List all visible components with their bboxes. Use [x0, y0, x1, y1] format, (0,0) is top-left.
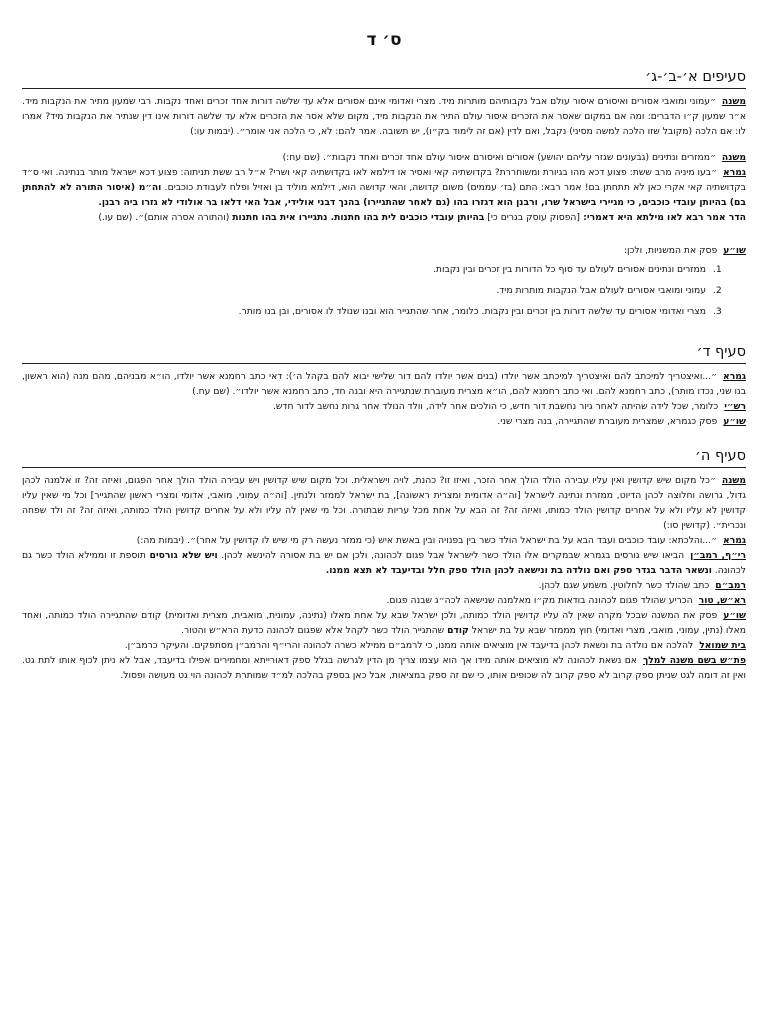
ruling-list-item: 1. ממזרים ונתינים אסורים לעולם עד סוף כל הדורות בין זכרים ובין נקבות.	[22, 262, 710, 277]
section	[22, 325, 746, 429]
source-paragraph	[22, 94, 746, 139]
section-rule	[22, 88, 746, 89]
source-text: (והתורה אסרה אותם)״. (שם עו.)	[98, 212, 233, 223]
source-label: רש״י	[724, 401, 746, 412]
section	[22, 429, 746, 683]
document-content	[22, 68, 746, 683]
source-paragraph	[22, 369, 746, 399]
section-spacer	[22, 429, 746, 447]
source-text: כלומר, שכל לידה שהיתה לאחר גיור נחשבת דור חדש, כי הולכים אחר לידה, וולד הנולד אחר גרות נחשב לדור חדש.	[273, 401, 719, 412]
source-text: ״בעו מיניה מרב ששת: פצוע דכא מהו בגיורת ומשוחררת? בקדושתיה קאי ואסיר או דילמא לאו בקדושתיה קאי ושרי? א״ל רב ששת תניתוה: פצוע דכא ישראל מותר בנתינה. ואי ס״ד בקדושתיה קאי אקרי כאן לא תתחתן בם! אמר רבא: התם (בז׳ עממים) משום קדושה, והאי קדושה הוא, דילמא מוליד בן ואזיל ופלח לעבודת כוכבים.	[22, 167, 746, 193]
source-text: בהיותן עובדי כוכבים לית בהו חתנות. נתגיירו אית בהו חתנות	[232, 212, 485, 223]
source-text: ויש שלא גורסים	[149, 550, 218, 561]
source-text: להלכה אם נולדה בת ונשאת לכהן בדיעבד אין מוציאים אותה ממנו, כי לרמב״ם ממילא כשרה לכהונה והרי״ף והרמב״ן מסתפקים. והעיקר כרמב״ן.	[124, 640, 694, 651]
ruling-list-item: 3. מצרי ואדומי אסורים עד שלשה דורות בין זכרים ובין נקבות. כלומר, אחר שהתגייר הוא ובנו שנולד לו אסורים, ובן בנו מותר.	[22, 304, 710, 319]
section-rule	[22, 467, 746, 468]
source-paragraph	[22, 210, 746, 225]
source-paragraph	[22, 414, 746, 429]
source-paragraph	[22, 653, 746, 683]
source-label: רמב״ם	[715, 580, 746, 591]
source-paragraph	[22, 399, 746, 414]
source-text: וה״מ (איסור התורה לא להתחתן בם) בהיותן עובדי כוכבים, כי מגיירי בישראל שרו, ורבנן הוא דגזרו בהו (גם לאחר שהתגיירו) בהנך דבני אולידי, אבל האי דלאו בר אולודי לא גזרו ביה רבנן.	[22, 182, 746, 208]
source-paragraph	[22, 608, 746, 638]
section-rule	[22, 363, 746, 364]
source-text: ״...והלכתא: עובד כוכבים ועבד הבא על בת ישראל הולד כשר בין בפנויה ובין באשת איש (כי ממזר נעשה רק מי שיש לו קדושין על אחר)״. (יבמות מה:)	[136, 535, 718, 546]
source-text: ״ממזרים ונתינים (גבעונים שגזר עליהם יהושע) אסורים ואיסורם איסור עולם אחד זכרים ואחד נקבות״. (שם עח:)	[282, 152, 716, 163]
source-label: משנה	[721, 152, 746, 163]
source-text: אם נשאת לכהונה לא מוציאים אותה מידו אך הוא עצמו צריך מן הדין לגרשה בגלל ספק דאורייתא ומחמירים אפילו בדיעבד, אבל לא ניתן לכוף אותו לתת גט. ואין זה דומה לגט שניתן ספק קרוב לא ספק קרוב לה שכופים אותו, כי שם זה ספק במציאות, אבל כאן בספק בהלכה למ״ד שמותרת לכהונה הוי גט מעושה ופסול.	[22, 655, 746, 681]
source-text: ונשאר הדבר בגדר ספק ואם נולדה בת ונישאה לכהן הולד ספק חלל ובדיעבד לא תצא ממנו.	[325, 565, 712, 576]
source-text: הביאו שיש גורסים בגמרא שבמקרים אלו הולד כשר לישראל אבל פגום לכהונה, ולכן אם יש בת אסורה להינשא לכהן.	[217, 550, 685, 561]
source-text: ״כל מקום שיש קדושין ואין עליו עבירה הולד הולך אחר הזכר, ואיזו זו? כהנת, לויה וישראלית. וכל מקום שיש קדושין ויש עבירה הולד הולך אחר הפגום, ואיזה זה? זו אלמנה לכהן גדול, גרושה וחלוצה לכהן הדיוט, ממזרת ונתינה לישראל [וה״ה אדומית ומצרית ראשונה], בת ישראל לממזר ולנתין. [וה״ה עמוני, מואבי, אדומי ומצרי ראשון שהתגייר] וכל מי שאין עליו קדושין לא עליו ולא על אחרים קדושין הולד כמותו, ואיזה זה? זה הבא על אחת מכל עריות שבתורה. וכל מי שאין לה עליו ולא על אחרים קדושין הולד כמותה, ואיזה זה? זה ולד שפחה ונכרית״. (קדושין סו:)	[22, 475, 746, 531]
source-text: [הפסוק עוסק בגרים כי]	[484, 212, 581, 223]
source-text: ״עמוני ומואבי אסורים ואיסורם איסור עולם אבל נקבותיהם מותרות מיד. מצרי ואדומי אינם אסורים אלא עד שלשה דורות אחד זכרים ואחד נקבות. רבי שמעון מתיר את הנקבות מיד. א״ר שמעון ק״ו הדברים: ומה אם במקום שאסר את הזכרים איסור עולם התיר את הנקבות מיד, מקום שלא אסר את הזכרים אלא עד שלשה דורות אינו דין שנתיר את הנקבות מיד? אמרו לו: אם הלכה (מקובל שזו הלכה למשה מסיני) נקבל, ואם לדין (אם זה לימוד בק״ו), יש תשובה. אמר להם: לא, כי הלכה אני אומר״. (יבמות עו:)	[22, 96, 746, 137]
source-text: שהתגייר הולד כשר לקהל אלא שפגום לכהונה כדעת הרא״ש והטור.	[181, 625, 448, 636]
source-label: שו״ע	[723, 416, 746, 427]
source-text: פסק כגמרא, שמצרית מעוברת שהתגיירה, בנה מצרי שני.	[497, 416, 718, 427]
source-paragraph	[22, 593, 746, 608]
source-label: משנה	[721, 475, 746, 486]
source-text: הדר אמר רבא לאו מילתא היא דאמרי:	[580, 212, 746, 223]
source-label: גמרא	[723, 535, 746, 546]
source-paragraph	[22, 150, 746, 165]
source-text: ״...ואיצטריך למיכתב להם ואיצטריך למיכתב אשר יולדו (בנים אשר יולדו להם דור שלישי יבוא להם בקהל ה׳): דאי כתב רחמנא אשר יולדו, הו״א מבניהם, מהם מנה (הוא ראשון, בנו שני, נכדו מותר), כתב רחמנא להם. ואי כתב רחמנא להם, הו״א מצרית מעוברת שנתגיירה היא ובנה חד, כתב רחמנא אשר יולדו״. (שם עח.)	[22, 371, 746, 397]
ruling-list	[22, 262, 710, 319]
source-text: קודם	[447, 625, 469, 636]
source-text: הכריע שהולד פגום לכהונה בודאות מק״ו מאלמנה שנישאה לכה״ג שבנה פגום.	[386, 595, 693, 606]
source-label: שו״ע	[723, 245, 746, 256]
siman-title: ס׳ ד	[366, 30, 402, 50]
source-label: גמרא	[723, 167, 746, 178]
spacer	[22, 225, 746, 243]
section-spacer	[22, 325, 746, 343]
source-paragraph	[22, 578, 746, 593]
source-paragraph	[22, 165, 746, 210]
source-label: משנה	[721, 96, 746, 107]
source-paragraph	[22, 548, 746, 578]
section-heading: סעיפים א׳-ב׳-ג׳	[645, 69, 746, 85]
source-label: גמרא	[723, 371, 746, 382]
source-paragraph	[22, 638, 746, 653]
source-label: בית שמואל	[699, 640, 746, 651]
source-paragraph	[22, 473, 746, 533]
source-text: כתב שהולד כשר לחלוטין. משמע שגם לכהן.	[538, 580, 710, 591]
source-label: פת״ש בשם משנה למלך	[642, 655, 746, 666]
source-text: פסק את המשניות, ולכן:	[623, 245, 718, 256]
ruling-list-item: 2. עמוני ומואבי אסורים לעולם אבל הנקבות מותרות מיד.	[22, 283, 710, 298]
source-text: תוספת זו וממילא הולד כשר גם לכהונה.	[22, 550, 746, 576]
source-label: רא״ש, טור	[698, 595, 746, 606]
section	[22, 68, 746, 319]
source-paragraph	[22, 243, 746, 258]
section-heading: סעיף ה׳	[694, 448, 746, 464]
source-label: שו״ע	[723, 610, 746, 621]
source-text: פסק את המשנה שבכל מקרה שאין לה עליו קדושין הולד כמותה, ולכן ישראל שבא על אחת מאלו (נתינה, עמונית, מואבית, מצרית ואדומית) קודם שהתגיירה הולד כמותה, ואחד מאלו (נתין, עמוני, מואבי, מצרי ואדומי) חוץ מממזר שבא על בת ישראל	[22, 610, 746, 636]
source-paragraph	[22, 533, 746, 548]
section-heading: סעיף ד׳	[696, 344, 746, 360]
source-label: רי״ף, רמב״ן	[690, 550, 746, 561]
spacer	[22, 139, 746, 150]
